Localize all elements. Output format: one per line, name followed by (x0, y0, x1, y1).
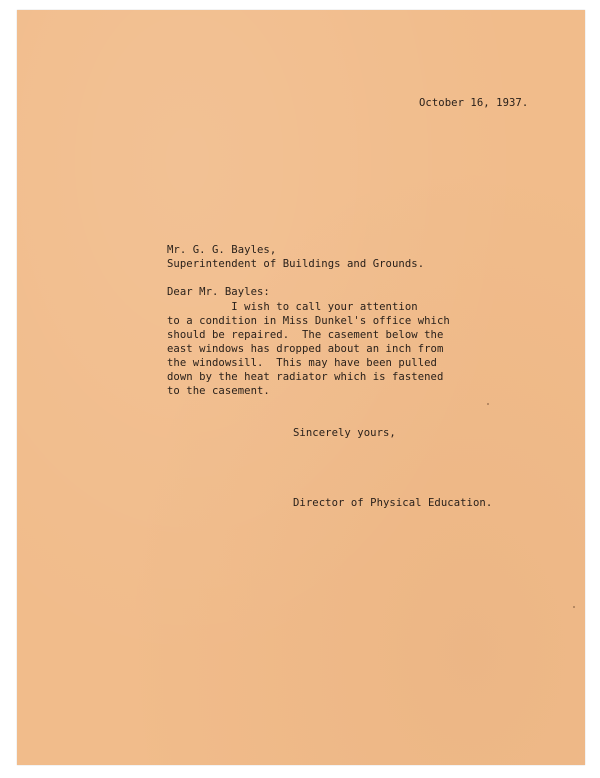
salutation: Dear Mr. Bayles: (167, 286, 270, 298)
body-line: should be repaired. The casement below the (167, 329, 444, 341)
recipient-name: Mr. G. G. Bayles, (167, 244, 277, 256)
body-line: to the casement. (167, 385, 270, 397)
closing: Sincerely yours, (293, 427, 396, 439)
letter-date: October 16, 1937. (419, 97, 529, 109)
body-line: the windowsill. This may have been pulled (167, 357, 437, 369)
body-line: down by the heat radiator which is fastened (167, 371, 444, 383)
body-line: east windows has dropped about an inch from (167, 343, 444, 355)
letter-page (17, 10, 585, 765)
recipient-title: Superintendent of Buildings and Grounds. (167, 258, 425, 270)
paper-speck (487, 403, 489, 405)
paper-speck (573, 606, 575, 608)
signature-title: Director of Physical Education. (293, 497, 493, 509)
body-line: I wish to call your attention (167, 301, 418, 313)
body-line: to a condition in Miss Dunkel's office which (167, 315, 450, 327)
